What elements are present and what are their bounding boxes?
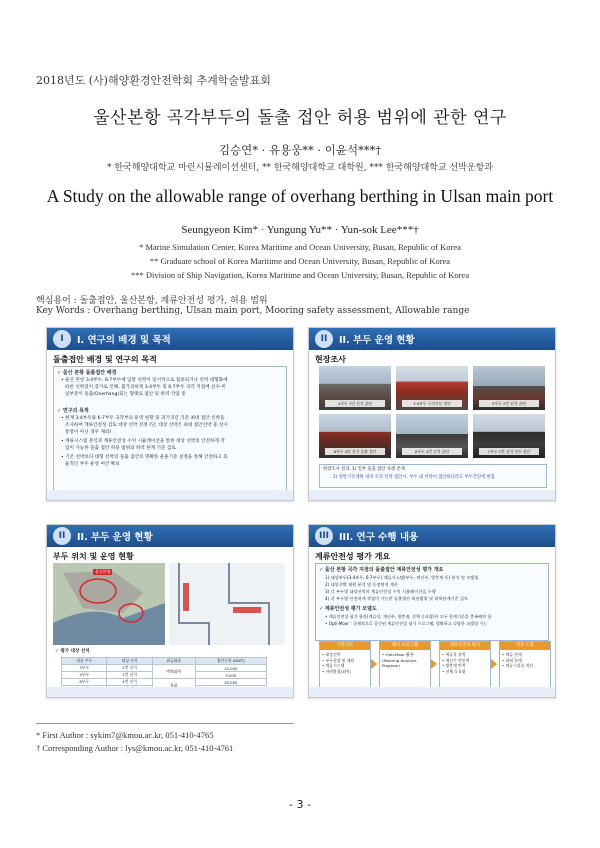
flow-item: • 선체 동요량: [442, 668, 466, 674]
flow-step-title: 해석 프로그램: [380, 642, 430, 650]
korean-affiliations: * 한국해양대학교 마린시뮬레이션센터, ** 한국해양대학교 대학원, *** 한국해양대학교 선박운항과: [107, 163, 493, 173]
table-cell: 10,000: [195, 665, 266, 672]
keywords-en: [36, 306, 469, 316]
english-affiliation-1: * Marine Simulation Center, Korea Maritime and Ocean University, Busan, Republic of Korea: [139, 242, 461, 252]
flow-step-conclusion: [499, 641, 551, 689]
table-header: 대상 부두: [62, 658, 107, 665]
slide-subtitle: 현장조사: [315, 355, 346, 364]
slide-footer: [309, 490, 555, 500]
flow-step-program: [379, 641, 431, 689]
photo-berth: [319, 414, 391, 458]
slide-field-survey: [308, 327, 556, 501]
photo-berth: [396, 414, 468, 458]
table-cell: 3부두: [62, 665, 107, 672]
berth-layout-plan: [169, 563, 285, 645]
keywords-en-label: Key Words: [36, 306, 85, 316]
slide-line: ✓ 울산 본항 곡각 지점의 돌출접안 계류안전성 평가 개요: [319, 567, 444, 573]
flow-arrow-icon: [431, 659, 437, 669]
slide-line: 율적인 부두 운영 여건 확보: [65, 462, 120, 467]
slide-title: II. 부두 운영 현황: [339, 335, 415, 346]
footnote-divider: [36, 723, 294, 724]
slide-title-bar: [309, 525, 555, 547]
photo-caption: 3부두 2번 선석 끝단: [479, 400, 539, 407]
flow-step-title: 결론 도출: [500, 642, 550, 650]
korean-authors: 김승연* · 유용웅** · 이윤석***†: [218, 143, 382, 157]
flow-item: (Mooring Analysis: [382, 657, 417, 663]
flow-item: • 부두형상 및 제원: [322, 657, 355, 663]
slide-title-bar: [47, 525, 293, 547]
slide-line: 통항이 아닌 경우 제외): [65, 430, 112, 435]
survey-note: 현장조사 결과, 1) 일부 돌출 접안 사례 존재: [323, 467, 405, 472]
slide-footer: [309, 687, 555, 697]
korean-title: 울산본항 곡각부두의 돌출 접안 허용 범위에 관한 연구: [93, 108, 507, 128]
flow-arrow-icon: [371, 659, 377, 669]
flow-step-input: [319, 641, 371, 689]
photo-berth: [473, 414, 545, 458]
slide-line: ✓ 계류안전성 평가 모델도: [319, 606, 377, 612]
table-cell: 6부두: [62, 679, 107, 686]
flow-item: • 계류시스템: [322, 663, 345, 668]
photo-caption: 4부두 1번 선석 끝단: [325, 400, 385, 407]
flow-step-title: 계류안전성 평가: [440, 642, 490, 650]
slide-line: ✓ 연구의 목적: [57, 408, 89, 414]
table-row: [62, 679, 267, 686]
flow-item: • 대상선박: [322, 652, 341, 657]
keywords-ko-label: 핵심용어: [36, 296, 71, 306]
flow-arrow-icon: [491, 659, 497, 669]
slide-line: ✓ 울산 본항 돌출접안 배경: [57, 370, 117, 376]
slide-number-badge: I: [53, 330, 71, 348]
english-affiliation-2: ** Graduate school of Korea Maritime and Ocean University, Busan, Republic of Korea: [149, 256, 451, 266]
photo-berth: [396, 366, 468, 410]
table-cell: 30,000: [195, 679, 266, 686]
photo-caption: 3·4부두 곡각부분 접안: [402, 400, 462, 407]
table-cell: 2번 선석: [107, 665, 152, 672]
photo-caption: 7부두 1번 선석 부두 접안: [479, 448, 539, 455]
plan-graphic: [169, 563, 285, 645]
map-graphic: [53, 563, 165, 645]
survey-note: 2) 정반기본계획 대비 조과 선박 접안시, 부두 내 선박이 접안하더라도 부두끝단에 한함: [333, 475, 495, 480]
slide-line: 2) 대상선박 제원 분석 및 동정면적 계산: [325, 582, 398, 587]
slide-title: II. 부두 운영 현황: [77, 532, 153, 543]
flow-item: • 계류시설물 개선: [502, 663, 534, 668]
slide-line: • 울산 본항 3·4부두, 6·7부두에 입항 선박이 일시적으로 집중되거나 선박 대형화에: [61, 378, 228, 383]
flow-item: • 하역 한계: [502, 657, 522, 663]
slide-number-badge: II: [315, 330, 333, 348]
footnote-corresponding-author: † Corresponding Author : lys@kmou.ac.kr, 051-410-4761: [36, 743, 234, 753]
slide-line: • 계류안전성 평가 항목(계류삭, 계선주, 방충재, 선체 동요량)이 모두 한계기준을 충족해야 함: [325, 614, 492, 619]
english-authors: Seungyeon Kim* · Yungung Yu** · Yun-sok Lee***†: [181, 224, 419, 236]
photo-berth: [473, 366, 545, 410]
table-header: 대상 선석: [107, 658, 152, 665]
flow-step-assessment: [439, 641, 491, 689]
map-label: 울산본항: [95, 569, 111, 574]
footnote-first-author: * First Author : sykim7@kmou.ac.kr, 051-410-4765: [36, 730, 214, 740]
slide-footer: [47, 490, 293, 500]
keywords-ko-text: : 돌출접안, 울산본항, 계류안전성 평가, 허용 범위: [73, 296, 268, 306]
photo-caption: 6부두 4번 선석 끝단: [402, 448, 462, 455]
table-header: 취급화물: [152, 658, 195, 665]
table-cell: 5,000: [195, 672, 266, 679]
slide-title-bar: [309, 328, 555, 350]
slide-subtitle: 돌출접안 배경 및 연구의 목적: [53, 355, 157, 364]
slide-subtitle: 부두 위치 및 운영 현황: [53, 552, 134, 561]
conference-header: 2018년도 (사)해양환경안전학회 추계학술발표회: [36, 74, 271, 87]
flow-item: • 계선주 견인력: [442, 657, 470, 663]
slide-line: 따른 선박길이 증가로 인해, 불가피하게 3·4부두 및 6·7부두 곡각 지점에 선수·미: [65, 385, 226, 390]
table-title: ✓ 평가 대상 선석: [55, 649, 90, 654]
photo-caption: 6부두 4번 선석 돌출 접안: [325, 448, 385, 455]
slide-title: I. 연구의 배경 및 목적: [77, 335, 171, 346]
page-number: - 3 -: [289, 798, 311, 811]
slide-background-purpose: [46, 327, 294, 501]
slide-line: 조사하여 계류안전성 검토 대상 선박 선정 (단, 대상 선박은 최대 접안선박 중 상시: [65, 423, 228, 428]
slide-title-bar: [47, 328, 293, 350]
flow-item: • 계류삭 장력: [442, 652, 466, 657]
flow-step-title: 기본자료: [320, 642, 370, 650]
slide-number-badge: II: [53, 527, 71, 545]
table-cell: 잡화: [152, 679, 195, 693]
slide-line: • 기존 선박보다 대형 선박의 돌출 접안의 명확한 운용기준 설정을 통해 안전하고 효: [61, 455, 228, 460]
table-cell: 1번 선석: [107, 672, 152, 679]
slide-footer: [47, 687, 293, 697]
slide-berth-location: [46, 524, 294, 698]
photo-berth: [319, 366, 391, 410]
table-row: [62, 665, 267, 672]
flow-item: Program): [382, 663, 400, 668]
slide-line: 3) 각 부두별 대상선박의 계류안전성 수치 시뮬레이션을 수행: [325, 589, 436, 594]
flow-item: • 자연환경(외력): [322, 668, 352, 674]
slide-line: 1) 대상부두(3·4부두, 6·7부두) 계류시스템(부두, 계선주, 방충재 등) 분석 및 모델링: [325, 575, 479, 580]
flow-item: • 계류 한계: [502, 652, 522, 657]
flow-item: • 방충재 반력: [442, 663, 466, 668]
flow-item: • Opti-Moor 활용: [382, 652, 414, 657]
table-cell: 액체화학: [152, 665, 195, 679]
slide-line: • 현재 3·4부두와 6·7부두 곡각부의 운영 현황 및 과거 5년 기준 최대 접안 선박을: [61, 416, 225, 421]
table-cell: 4번 선석: [107, 679, 152, 686]
slide-line: 업이 가능한 돌출 접안 허용 범위와 하역 한계 기준 검토: [65, 446, 176, 451]
slide-line: • 계류시스템 분석과 계류안전성 수치 시뮬레이션을 통한 대상 선박의 안전하게 작: [61, 439, 225, 444]
table-cell: 4부두: [62, 672, 107, 679]
slide-line: • Opti-Moor : 국제적으로 공인된 계류안전성 평가 프로그램, 정확하고 다양한 모델링 가능: [325, 621, 488, 626]
port-aerial-map: [53, 563, 165, 645]
english-title: A Study on the allowable range of overhang berthing in Ulsan main port: [46, 186, 554, 206]
slide-subtitle: 계류안전성 평가 개요: [315, 552, 391, 561]
slide-title: III. 연구 수행 내용: [339, 532, 419, 543]
slide-research-content: [308, 524, 556, 698]
keywords-ko: [36, 293, 268, 306]
table-header: 접안능력 (DWT): [195, 658, 266, 665]
slide-number-badge: III: [315, 527, 333, 545]
slide-line: 일부분이 돌출(Overhang)되는 형태로 접안 및 하역 작업 중: [65, 392, 186, 397]
keywords-en-text: : Overhang berthing, Ulsan main port, Mooring safety assessment, Allowable range: [87, 306, 470, 316]
english-affiliation-3: *** Division of Ship Navigation, Korea Maritime and Ocean University, Busan, Republic of Korea: [131, 270, 469, 280]
slide-line: 4) 각 부두별 안전하게 작업이 가능한 돌출접안 허용범위 및 하역한계기준 검토: [325, 596, 469, 601]
